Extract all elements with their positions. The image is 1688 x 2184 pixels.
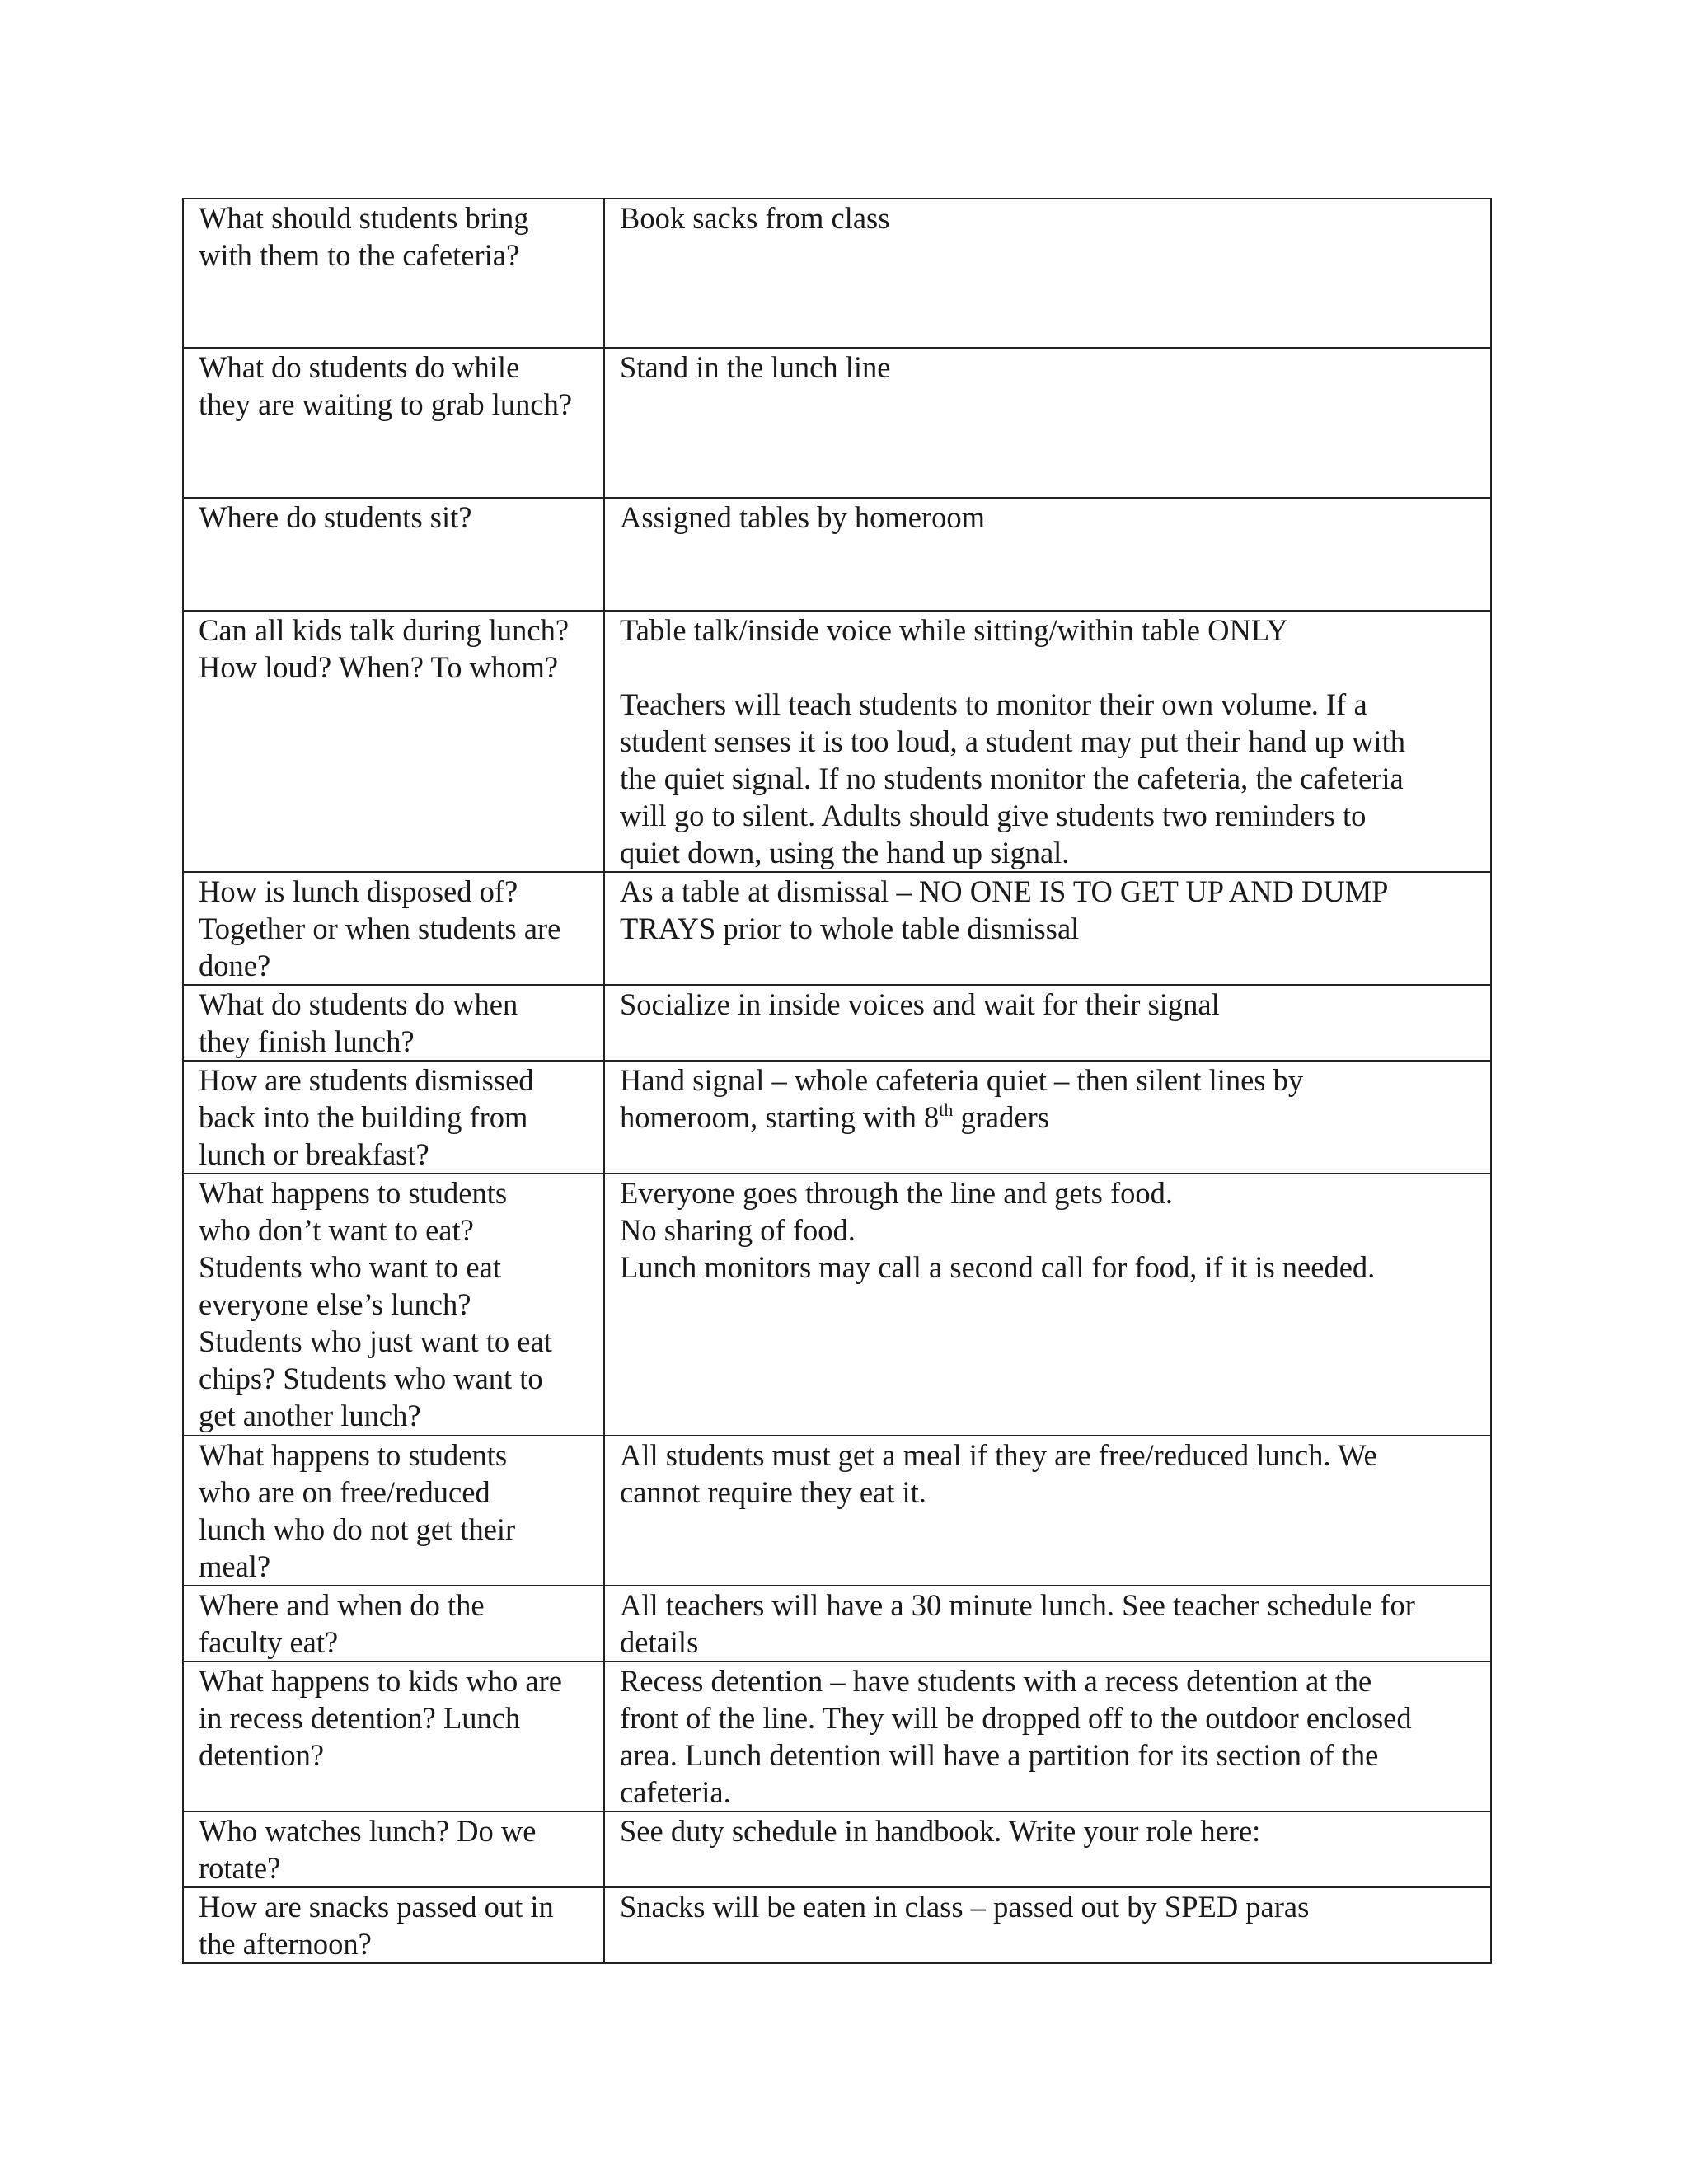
table-row bbox=[183, 1661, 1491, 1811]
answer-cell bbox=[604, 1586, 1491, 1661]
answer-cell bbox=[604, 498, 1491, 611]
question-text: Can all kids talk during lunch? How loud? When? To whom? bbox=[199, 613, 570, 684]
table-row bbox=[183, 1061, 1491, 1174]
question-text: Where do students sit? bbox=[199, 500, 472, 534]
question-cell bbox=[183, 985, 604, 1061]
answer-cell bbox=[604, 199, 1491, 348]
answer-text: Everyone goes through the line and gets food. No sharing of food. Lunch monitors may call a second call for food, if it is needed. bbox=[620, 1176, 1376, 1284]
question-text: What should students bring with them to the cafeteria? bbox=[199, 201, 529, 272]
table-row bbox=[183, 872, 1491, 985]
question-cell bbox=[183, 1174, 604, 1436]
answer-line: homeroom, starting with 8 bbox=[620, 1100, 940, 1134]
answer-cell bbox=[604, 1174, 1491, 1436]
table-row bbox=[183, 1811, 1491, 1887]
answer-text: Socialize in inside voices and wait for their signal bbox=[620, 987, 1220, 1021]
answer-cell bbox=[604, 348, 1491, 498]
question-cell bbox=[183, 199, 604, 348]
answer-cell bbox=[604, 1811, 1491, 1887]
answer-line: graders bbox=[953, 1100, 1049, 1134]
answer-text: All students must get a meal if they are free/reduced lunch. We cannot require they eat it. bbox=[620, 1438, 1377, 1509]
answer-cell bbox=[604, 1061, 1491, 1174]
table-row bbox=[183, 611, 1491, 872]
answer-text: Snacks will be eaten in class – passed out by SPED paras bbox=[620, 1890, 1310, 1924]
question-cell bbox=[183, 1811, 604, 1887]
answer-text: See duty schedule in handbook. Write your role here: bbox=[620, 1814, 1261, 1848]
answer-paragraph: Teachers will teach students to monitor their own volume. If a student senses it is too loud, a student may put their hand up with the quiet signal. If no students monitor the cafeteria, the cafeteria will go to silent. Adults should give students two reminders to quiet down, using the hand up signal. bbox=[620, 687, 1405, 869]
question-cell bbox=[183, 348, 604, 498]
table-row bbox=[183, 1887, 1491, 1963]
question-text: How are students dismissed back into the building from lunch or breakfast? bbox=[199, 1063, 534, 1171]
question-text: What do students do while they are waiting to grab lunch? bbox=[199, 350, 573, 421]
question-text: Who watches lunch? Do we rotate? bbox=[199, 1814, 537, 1885]
table-row bbox=[183, 985, 1491, 1061]
question-text: How is lunch disposed of? Together or when students are done? bbox=[199, 874, 561, 982]
answer-text: All teachers will have a 30 minute lunch. See teacher schedule for details bbox=[620, 1588, 1415, 1659]
answer-cell bbox=[604, 1887, 1491, 1963]
table-row bbox=[183, 348, 1491, 498]
question-cell bbox=[183, 1436, 604, 1586]
answer-cell bbox=[604, 611, 1491, 872]
question-cell bbox=[183, 1887, 604, 1963]
question-text: What happens to students who are on free/reduced lunch who do not get their meal? bbox=[199, 1438, 516, 1583]
question-cell bbox=[183, 611, 604, 872]
ordinal-suffix: th bbox=[939, 1099, 954, 1120]
question-text: What do students do when they finish lunch? bbox=[199, 987, 518, 1058]
answer-text: Recess detention – have students with a recess detention at the front of the line. They will be dropped off to the outdoor enclosed area. Lunch detention will have a partition for its section of the cafeteria. bbox=[620, 1664, 1412, 1809]
answer-line: Hand signal – whole cafeteria quiet – then silent lines by bbox=[620, 1063, 1304, 1097]
answer-text: As a table at dismissal – NO ONE IS TO GET UP AND DUMP TRAYS prior to whole table dismissal bbox=[620, 874, 1389, 945]
question-text: How are snacks passed out in the afternoon? bbox=[199, 1890, 554, 1961]
question-text: What happens to students who don’t want to eat? Students who want to eat everyone else’s lunch? Students who just want to eat chips? Students who want to get another lunch? bbox=[199, 1176, 552, 1432]
table-row bbox=[183, 1436, 1491, 1586]
answer-cell bbox=[604, 1661, 1491, 1811]
table-row bbox=[183, 498, 1491, 611]
answer-paragraph: Table talk/inside voice while sitting/within table ONLY bbox=[620, 613, 1288, 647]
table-row bbox=[183, 1586, 1491, 1661]
question-text: Where and when do the faculty eat? bbox=[199, 1588, 485, 1659]
answer-cell bbox=[604, 985, 1491, 1061]
answer-text: Stand in the lunch line bbox=[620, 350, 891, 384]
table-row bbox=[183, 1174, 1491, 1436]
question-text: What happens to kids who are in recess detention? Lunch detention? bbox=[199, 1664, 562, 1772]
question-cell bbox=[183, 1586, 604, 1661]
question-cell bbox=[183, 1661, 604, 1811]
answer-cell bbox=[604, 872, 1491, 985]
answer-text bbox=[620, 1062, 1479, 1136]
cafeteria-procedures-table bbox=[182, 198, 1492, 1964]
question-cell bbox=[183, 872, 604, 985]
question-cell bbox=[183, 1061, 604, 1174]
table-row bbox=[183, 199, 1491, 348]
question-cell bbox=[183, 498, 604, 611]
answer-text: Book sacks from class bbox=[620, 201, 890, 235]
answer-cell bbox=[604, 1436, 1491, 1586]
answer-text: Assigned tables by homeroom bbox=[620, 500, 986, 534]
